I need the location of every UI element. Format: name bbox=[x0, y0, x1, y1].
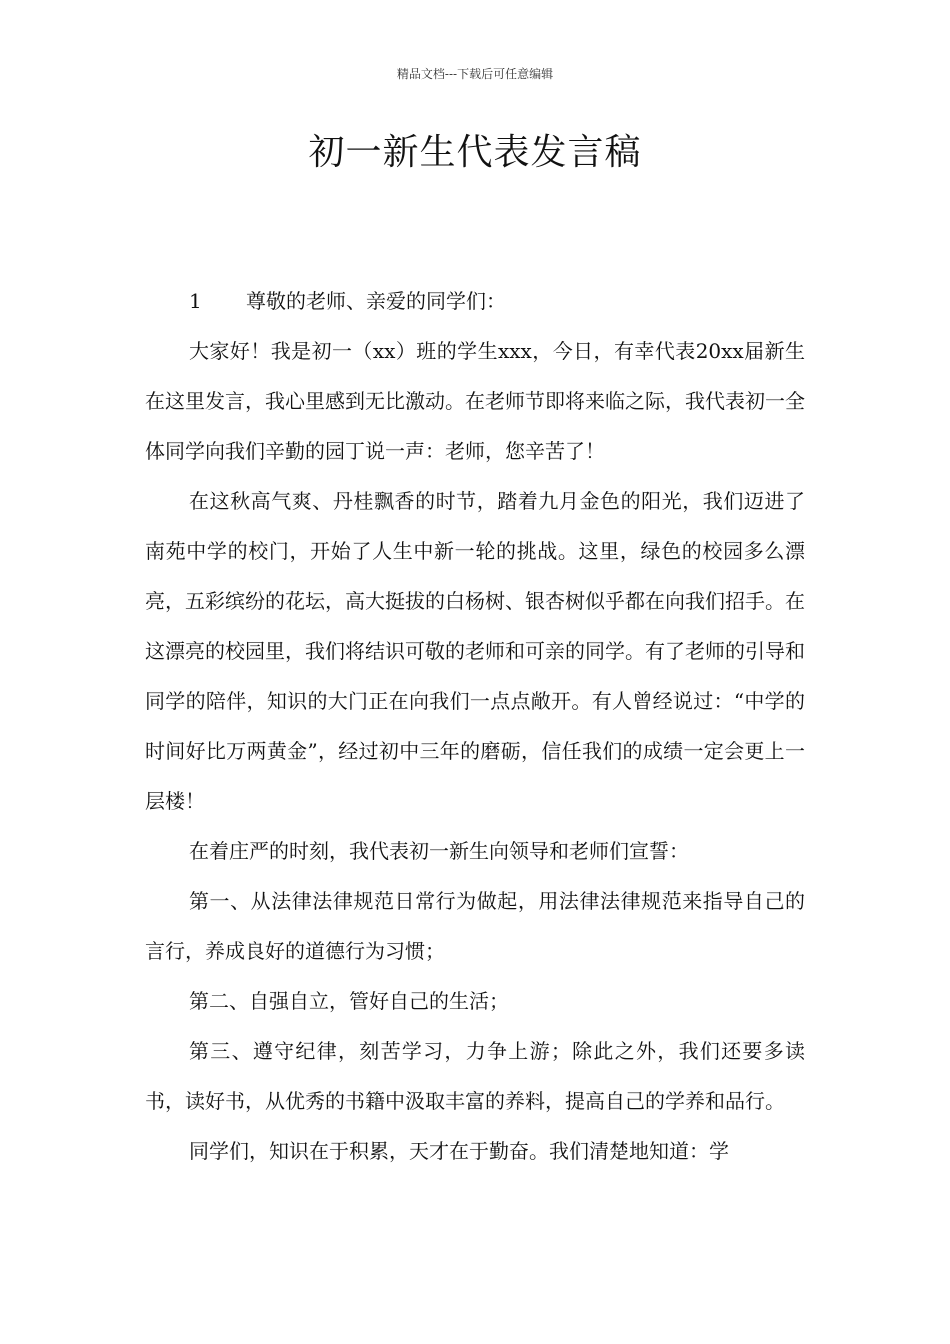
paragraph-7: 同学们，知识在于积累，天才在于勤奋。我们清楚地知道：学 bbox=[189, 1139, 729, 1163]
greeting-text: 尊敬的老师、亲爱的同学们： bbox=[246, 289, 506, 313]
paragraph-4: 第一、从法律法律规范日常行为做起，用法律法律规范来指导自己的言行，养成良好的道德行为习惯； bbox=[145, 889, 805, 963]
paragraph-1: 大家好！我是初一（xx）班的学生xxx，今日，有幸代表20xx届新生在这里发言，我心里感到无比激动。在老师节即将来临之际，我代表初一全体同学向我们辛勤的园丁说一声：老师，您辛苦了！ bbox=[145, 339, 805, 463]
document-title: 初一新生代表发言稿 bbox=[308, 132, 642, 173]
document-body bbox=[145, 276, 805, 1176]
paragraph-6: 第三、遵守纪律，刻苦学习，力争上游；除此之外，我们还要多读书，读好书，从优秀的书籍中汲取丰富的养料，提高自己的学养和品行。 bbox=[145, 1039, 805, 1113]
page-header: 精品文档---下载后可任意编辑 bbox=[396, 67, 554, 81]
greeting-number: 1 bbox=[189, 289, 202, 313]
greeting-line bbox=[145, 276, 805, 326]
paragraph-3: 在着庄严的时刻，我代表初一新生向领导和老师们宣誓： bbox=[189, 839, 689, 863]
paragraph-5: 第二、自强自立，管好自己的生活； bbox=[189, 989, 509, 1013]
paragraph-2: 在这秋高气爽、丹桂飘香的时节，踏着九月金色的阳光，我们迈进了南苑中学的校门，开始了人生中新一轮的挑战。这里，绿色的校园多么漂亮，五彩缤纷的花坛，高大挺拔的白杨树、银杏树似乎都在向我们招手。在这漂亮的校园里，我们将结识可敬的老师和可亲的同学。有了老师的引导和同学的陪伴，知识的大门正在向我们一点点敞开。有人曾经说过：“中学的时间好比万两黄金”，经过初中三年的磨砺，信任我们的成绩一定会更上一层楼！ bbox=[145, 489, 805, 813]
